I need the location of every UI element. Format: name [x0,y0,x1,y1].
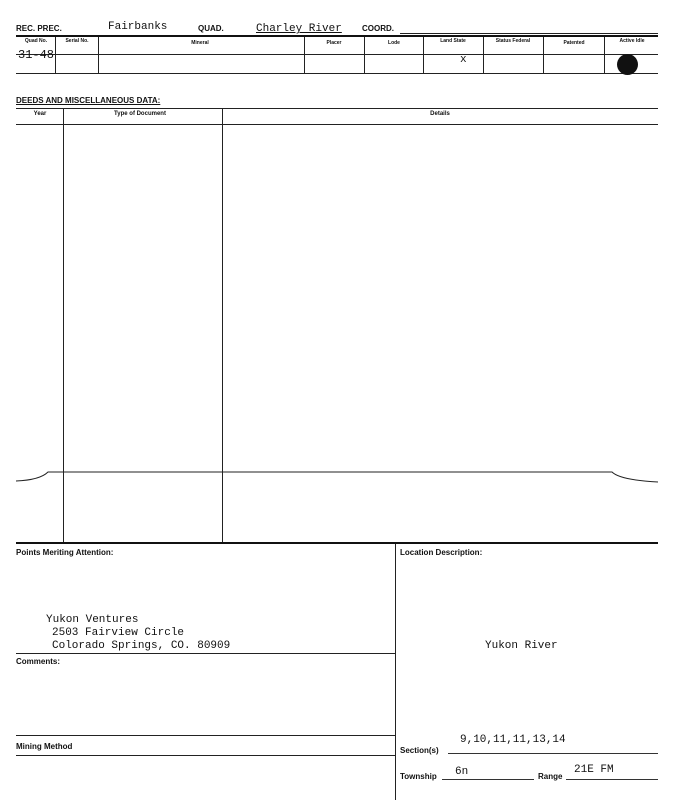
bottom-col-divider [395,544,396,800]
range-value: 21E FM [574,764,614,776]
quad-no-value: 31-48 [18,48,55,62]
col-header-patented: Patented [563,40,585,46]
col-header-mineral: Mineral [191,40,209,46]
quad-value: Charley River [256,23,342,35]
address-line-1: Yukon Ventures [46,614,139,626]
sections-line [448,753,658,754]
range-label: Range [538,772,563,781]
land-state-mark: x [460,54,467,66]
deeds-col-year: Year [33,111,47,117]
col-header-placer: Placer [326,40,342,46]
col-header-quad-no: Quad No. [24,38,48,44]
comments-label: Comments: [16,657,61,666]
quad-label: QUAD. [198,24,224,33]
rec-prec-value: Fairbanks [108,21,168,33]
col-header-active: Active Idle [619,38,645,44]
mining-method-rule [16,755,395,756]
col-header-serial-no: Serial No. [65,38,89,44]
mining-method-label: Mining Method [16,742,73,751]
points-label: Points Meriting Attention: [16,548,114,557]
location-value: Yukon River [485,640,558,652]
coord-label: COORD. [362,24,394,33]
deeds-section-title: DEEDS AND MISCELLANEOUS DATA: [16,96,161,105]
range-line [566,779,658,780]
deeds-bottom-rule [16,542,658,544]
sections-label: Section(s) [400,746,439,755]
col-header-status-federal: Status Federal [495,38,531,44]
col-header-land-state: Land State [440,38,466,44]
sections-value: 9,10,11,11,13,14 [460,734,566,746]
comments-bottom-rule [16,735,395,736]
address-line-3: Colorado Springs, CO. 80909 [52,640,231,652]
deeds-col-details: Details [430,111,450,117]
rec-prec-label: REC. PREC. [16,24,62,33]
location-label: Location Description: [400,548,483,557]
deeds-col-type: Type of Document [114,111,166,117]
township-value: 6n [455,766,469,778]
township-label: Township [400,772,437,781]
address-line-2: 2503 Fairview Circle [52,627,185,639]
col-header-lode: Lode [388,40,400,46]
points-bottom-rule [16,653,395,654]
township-line [442,779,534,780]
